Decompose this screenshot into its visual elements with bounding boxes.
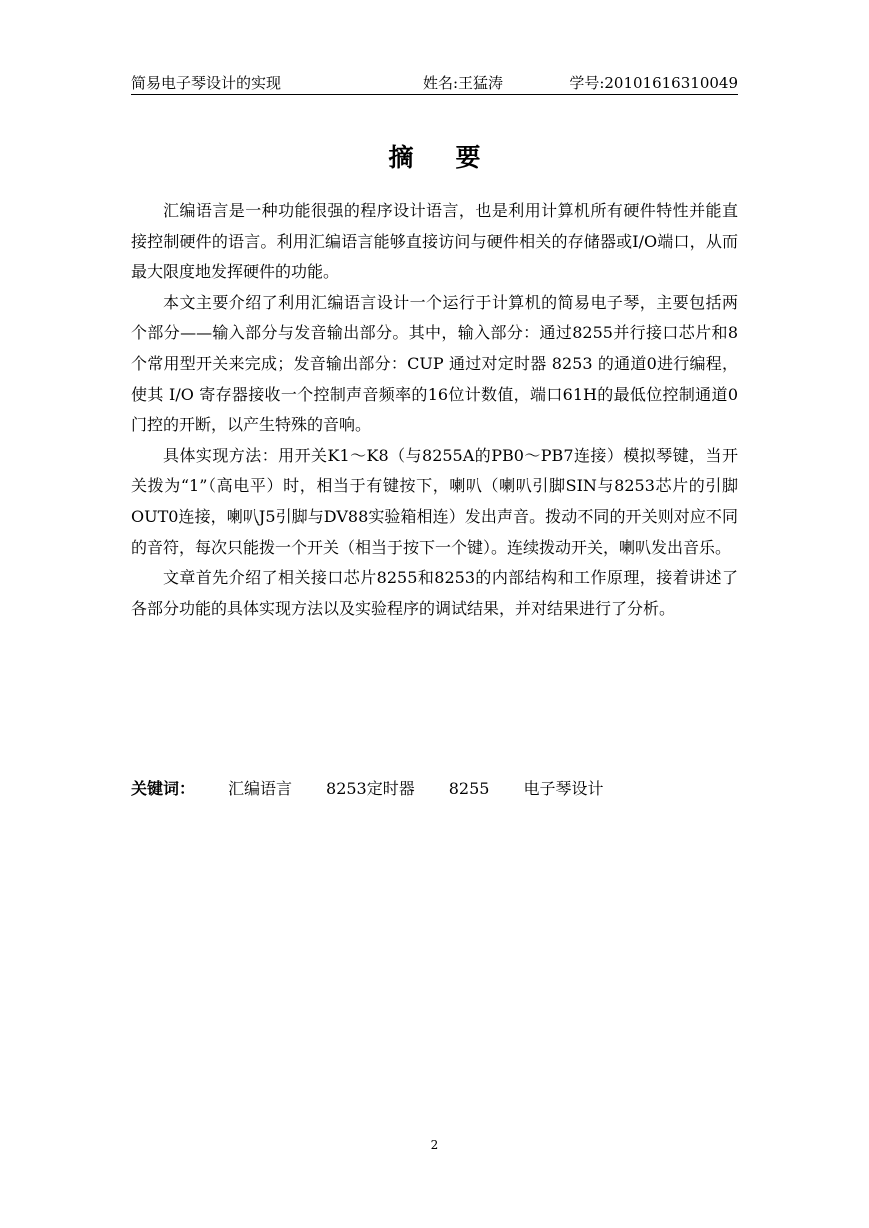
header-document-title: 简易电子琴设计的实现 (131, 74, 282, 92)
keywords-label: 关键词： (131, 779, 196, 798)
abstract-paragraph-2: 本文主要介绍了利用汇编语言设计一个运行于计算机的简易电子琴，主要包括两个部分——输入部分与发音输出部分。其中，输入部分：通过8255并行接口芯片和8个常用型开关来完成；发音输出部分：CUP 通过对定时器 8253 的通道0进行编程，使其 I/O 寄存器接收一个控制声音频率的16位计数值，端口61H的最低位控制通道0门控的开断，以产生特殊的音响。 (131, 292, 738, 435)
keyword-item: 8255 (448, 779, 490, 798)
keyword-item: 电子琴设计 (523, 779, 604, 798)
keywords-line (131, 776, 637, 802)
abstract-paragraph-3: 具体实现方法：用开关K1～K8（与8255A的PB0～PB7连接）模拟琴键，当开关拨为“1”（高电平）时，相当于有键按下，喇叭（喇叭引脚SIN与8253芯片的引脚OUT0连接，喇叭J5引脚与DV88实验箱相连）发出声音。拨动不同的开关则对应不同的音符，每次只能拨一个开关（相当于按下一个键）。连续拨动开关，喇叭发出音乐。 (131, 445, 738, 557)
abstract-paragraph-1: 汇编语言是一种功能很强的程序设计语言，也是利用计算机所有硬件特性并能直接控制硬件的语言。利用汇编语言能够直接访问与硬件相关的存储器或I/O端口，从而最大限度地发挥硬件的功能。 (131, 201, 738, 282)
keyword-item: 汇编语言 (228, 779, 293, 798)
page-header (131, 72, 738, 95)
abstract-paragraph-4: 文章首先介绍了相关接口芯片8255和8253的内部结构和工作原理，接着讲述了各部分功能的具体实现方法以及实验程序的调试结果，并对结果进行了分析。 (131, 568, 738, 618)
keyword-item: 8253定时器 (326, 779, 415, 798)
header-author-name: 姓名:王猛涛 (423, 74, 504, 92)
abstract-title: 摘要 (388, 143, 523, 172)
page-number: 2 (430, 1138, 439, 1152)
header-student-id: 学号:20101616310049 (569, 74, 738, 92)
abstract-body (131, 196, 738, 624)
